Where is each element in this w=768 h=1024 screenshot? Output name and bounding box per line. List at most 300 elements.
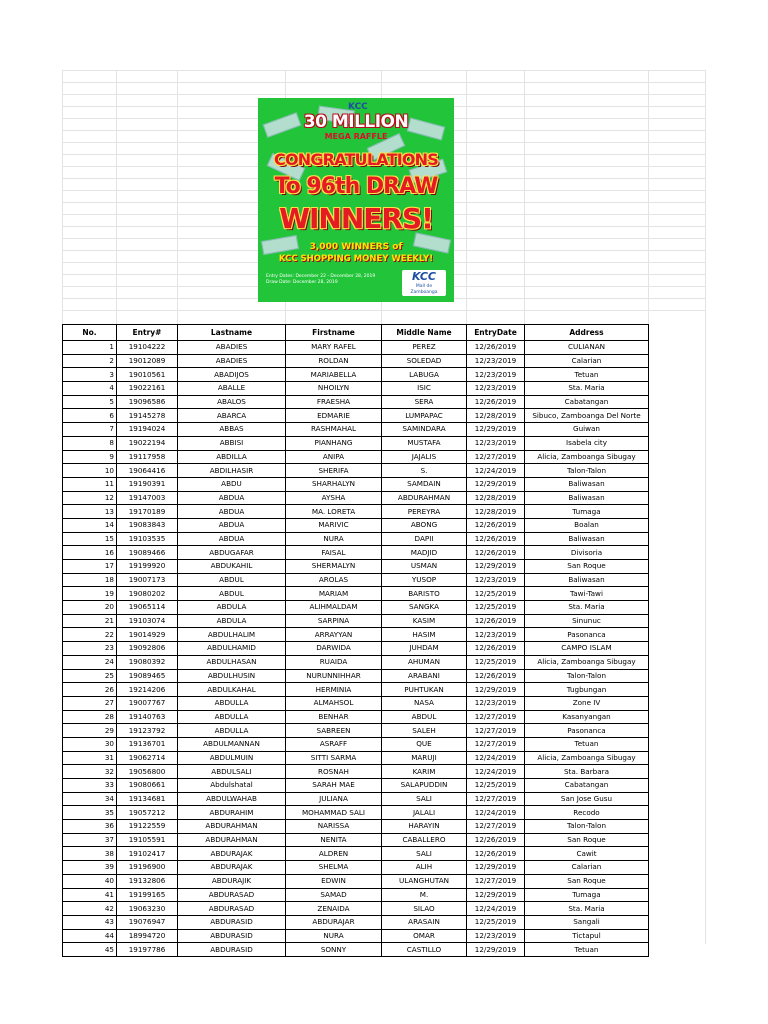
table-row (63, 833, 649, 847)
cell-entrydate: 12/27/2019 (467, 792, 525, 806)
cell-lastname: ABDULHASAN (178, 655, 286, 669)
cell-entrydate: 12/27/2019 (467, 874, 525, 888)
cell-entrydate: 12/26/2019 (467, 669, 525, 683)
cell-entrydate: 12/23/2019 (467, 929, 525, 943)
table-row (63, 751, 649, 765)
cell-firstname: SHELMA (286, 861, 382, 875)
cell-lastname: ABDULHAMID (178, 642, 286, 656)
cell-no: 25 (63, 669, 117, 683)
cell-no: 27 (63, 696, 117, 710)
cell-no: 3 (63, 368, 117, 382)
cell-middlename: MARUJI (382, 751, 467, 765)
table-row (63, 464, 649, 478)
cell-middlename: MUSTAFA (382, 436, 467, 450)
cell-middlename: ABDUL (382, 710, 467, 724)
cell-firstname: MA. LORETA (286, 505, 382, 519)
cell-firstname: SITTI SARMA (286, 751, 382, 765)
cell-middlename: SALI (382, 792, 467, 806)
cell-middlename: OMAR (382, 929, 467, 943)
cell-entry: 19080661 (117, 779, 178, 793)
table-row (63, 436, 649, 450)
cell-middlename: SALI (382, 847, 467, 861)
cell-no: 41 (63, 888, 117, 902)
cell-middlename: PUHTUKAN (382, 683, 467, 697)
cell-no: 7 (63, 423, 117, 437)
cell-middlename: USMAN (382, 560, 467, 574)
cell-entry: 18994720 (117, 929, 178, 943)
cell-firstname: SHERIFA (286, 464, 382, 478)
table-row (63, 573, 649, 587)
cell-entry: 19147003 (117, 491, 178, 505)
cell-address: Talon-Talon (525, 464, 649, 478)
table-body (63, 341, 649, 957)
cell-entry: 19199165 (117, 888, 178, 902)
cell-middlename: KASIM (382, 614, 467, 628)
cell-entrydate: 12/24/2019 (467, 806, 525, 820)
cell-lastname: ABDULHALIM (178, 628, 286, 642)
cell-firstname: EDWIN (286, 874, 382, 888)
cell-entrydate: 12/26/2019 (467, 518, 525, 532)
table-row (63, 806, 649, 820)
cell-address: Pasonanca (525, 724, 649, 738)
cell-middlename: M. (382, 888, 467, 902)
cell-lastname: ABARCA (178, 409, 286, 423)
cell-address: Tawi-Tawi (525, 587, 649, 601)
table-row (63, 696, 649, 710)
cell-middlename: ARABANI (382, 669, 467, 683)
cell-entrydate: 12/29/2019 (467, 423, 525, 437)
cell-entrydate: 12/26/2019 (467, 341, 525, 355)
col-middlename-header: Middle Name (382, 325, 467, 341)
cell-firstname: ZENAIDA (286, 902, 382, 916)
cell-firstname: MARIABELLA (286, 368, 382, 382)
cell-address: Zone IV (525, 696, 649, 710)
cell-entrydate: 12/29/2019 (467, 477, 525, 491)
cell-firstname: AROLAS (286, 573, 382, 587)
cell-no: 21 (63, 614, 117, 628)
cell-middlename: ABONG (382, 518, 467, 532)
cell-entrydate: 12/24/2019 (467, 464, 525, 478)
cell-lastname: ABDULA (178, 601, 286, 615)
cell-entry: 19007767 (117, 696, 178, 710)
cell-entrydate: 12/26/2019 (467, 395, 525, 409)
cell-middlename: CASTILLO (382, 943, 467, 957)
cell-address: Sangali (525, 915, 649, 929)
table-row (63, 532, 649, 546)
cell-lastname: ABDURASID (178, 943, 286, 957)
cell-address: Baliwasan (525, 532, 649, 546)
kcc-mall-name: Mall de Zamboanga (410, 284, 438, 295)
cell-firstname: RASHMAHAL (286, 423, 382, 437)
cell-firstname: NENITA (286, 833, 382, 847)
sheet-grid-right (648, 324, 706, 944)
banner-entry-dates: Entry Dates: December 22 - December 28, 2019 (266, 274, 376, 279)
cell-no: 28 (63, 710, 117, 724)
table-row (63, 491, 649, 505)
cell-address: Guiwan (525, 423, 649, 437)
cell-firstname: SONNY (286, 943, 382, 957)
cell-lastname: ABDULWAHAB (178, 792, 286, 806)
cell-address: Tetuan (525, 943, 649, 957)
cell-address: Calarian (525, 861, 649, 875)
cell-firstname: NURA (286, 929, 382, 943)
cell-middlename: ISIC (382, 382, 467, 396)
cell-entry: 19140763 (117, 710, 178, 724)
cell-entry: 19170189 (117, 505, 178, 519)
cell-entrydate: 12/27/2019 (467, 450, 525, 464)
cell-lastname: Abdulshatal (178, 779, 286, 793)
cell-lastname: ABBAS (178, 423, 286, 437)
cell-address: Divisoria (525, 546, 649, 560)
cell-no: 5 (63, 395, 117, 409)
table-row (63, 518, 649, 532)
table-row (63, 423, 649, 437)
cell-entry: 19199920 (117, 560, 178, 574)
cell-no: 16 (63, 546, 117, 560)
cell-firstname: MARIVIC (286, 518, 382, 532)
table-row (63, 642, 649, 656)
cell-address: Alicia, Zamboanga Sibugay (525, 450, 649, 464)
cell-no: 32 (63, 765, 117, 779)
cell-entrydate: 12/26/2019 (467, 642, 525, 656)
cell-lastname: ABDU (178, 477, 286, 491)
cell-middlename: NASA (382, 696, 467, 710)
cell-no: 29 (63, 724, 117, 738)
cell-firstname: ASRAFF (286, 737, 382, 751)
cell-entrydate: 12/28/2019 (467, 409, 525, 423)
cell-address: Talon-Talon (525, 820, 649, 834)
table-row (63, 655, 649, 669)
table-row (63, 409, 649, 423)
cell-entry: 19022194 (117, 436, 178, 450)
cell-middlename: SOLEDAD (382, 354, 467, 368)
cell-entry: 19214206 (117, 683, 178, 697)
cell-lastname: ABDUA (178, 491, 286, 505)
table-row (63, 354, 649, 368)
cell-no: 18 (63, 573, 117, 587)
cell-lastname: ABADIES (178, 354, 286, 368)
table-row (63, 560, 649, 574)
cell-firstname: JULIANA (286, 792, 382, 806)
table-row (63, 847, 649, 861)
table-row (63, 779, 649, 793)
cell-entry: 19117958 (117, 450, 178, 464)
cell-no: 30 (63, 737, 117, 751)
cell-no: 6 (63, 409, 117, 423)
cell-address: Alicia, Zamboanga Sibugay (525, 655, 649, 669)
cell-address: Tetuan (525, 737, 649, 751)
cell-entrydate: 12/23/2019 (467, 628, 525, 642)
table-row (63, 587, 649, 601)
cell-lastname: ABDUA (178, 518, 286, 532)
cell-lastname: ABDUL (178, 573, 286, 587)
table-row (63, 943, 649, 957)
cell-no: 44 (63, 929, 117, 943)
cell-entry: 19145278 (117, 409, 178, 423)
table-row (63, 505, 649, 519)
cell-entrydate: 12/24/2019 (467, 765, 525, 779)
cell-middlename: LUMPAPAC (382, 409, 467, 423)
cell-firstname: NURUNNIHHAR (286, 669, 382, 683)
cell-middlename: SANGKA (382, 601, 467, 615)
col-lastname-header: Lastname (178, 325, 286, 341)
cell-middlename: MADJID (382, 546, 467, 560)
cell-firstname: ARRAYYAN (286, 628, 382, 642)
cell-address: Baliwasan (525, 477, 649, 491)
cell-no: 12 (63, 491, 117, 505)
cell-middlename: SILAO (382, 902, 467, 916)
cell-middlename: ARASAIN (382, 915, 467, 929)
cell-firstname: MOHAMMAD SALI (286, 806, 382, 820)
cell-no: 34 (63, 792, 117, 806)
cell-entry: 19196900 (117, 861, 178, 875)
cell-entry: 19022161 (117, 382, 178, 396)
col-entry-header: Entry# (117, 325, 178, 341)
banner-dates (266, 274, 386, 286)
cell-entry: 19096586 (117, 395, 178, 409)
cell-entrydate: 12/27/2019 (467, 710, 525, 724)
cell-entry: 19122559 (117, 820, 178, 834)
cell-entry: 19076947 (117, 915, 178, 929)
cell-firstname: SARAH MAE (286, 779, 382, 793)
banner-winners: WINNERS! (279, 202, 433, 235)
cell-address: Sta. Maria (525, 902, 649, 916)
cell-no: 24 (63, 655, 117, 669)
cell-middlename: JALALI (382, 806, 467, 820)
table-row (63, 710, 649, 724)
kcc-small-logo: KCC (348, 102, 368, 112)
cell-entrydate: 12/25/2019 (467, 915, 525, 929)
cell-entry: 19103535 (117, 532, 178, 546)
cell-entry: 19104222 (117, 341, 178, 355)
cell-firstname: RUAIDA (286, 655, 382, 669)
cell-firstname: FRAESHA (286, 395, 382, 409)
cell-entry: 19083843 (117, 518, 178, 532)
banner-mega-raffle: MEGA RAFFLE (324, 132, 388, 141)
cell-firstname: HERMINIA (286, 683, 382, 697)
cell-firstname: ALDREN (286, 847, 382, 861)
cell-middlename: JAJALIS (382, 450, 467, 464)
table-row (63, 368, 649, 382)
cell-firstname: ANIPA (286, 450, 382, 464)
cell-address: Sibuco, Zamboanga Del Norte (525, 409, 649, 423)
cell-no: 19 (63, 587, 117, 601)
cell-no: 38 (63, 847, 117, 861)
cell-no: 22 (63, 628, 117, 642)
cell-entry: 19103074 (117, 614, 178, 628)
cell-firstname: SABREEN (286, 724, 382, 738)
cell-entry: 19014929 (117, 628, 178, 642)
cell-no: 45 (63, 943, 117, 957)
cell-lastname: ABDURASAD (178, 902, 286, 916)
cell-no: 31 (63, 751, 117, 765)
kcc-mall-logo (402, 270, 446, 296)
table-row (63, 669, 649, 683)
cell-no: 37 (63, 833, 117, 847)
cell-lastname: ABALLE (178, 382, 286, 396)
cell-entry: 19132806 (117, 874, 178, 888)
cell-lastname: ABDUL (178, 587, 286, 601)
table-row (63, 902, 649, 916)
cell-firstname: ROLDAN (286, 354, 382, 368)
banner-million: 30 MILLION (303, 112, 409, 132)
cell-entry: 19089466 (117, 546, 178, 560)
cell-no: 1 (63, 341, 117, 355)
table-row (63, 820, 649, 834)
cell-no: 39 (63, 861, 117, 875)
cell-no: 8 (63, 436, 117, 450)
cell-entrydate: 12/24/2019 (467, 902, 525, 916)
cell-entry: 19194024 (117, 423, 178, 437)
cell-no: 35 (63, 806, 117, 820)
table-row (63, 382, 649, 396)
cell-firstname: NURA (286, 532, 382, 546)
table-row (63, 874, 649, 888)
cell-lastname: ABDULKAHAL (178, 683, 286, 697)
col-firstname-header: Firstname (286, 325, 382, 341)
cell-entrydate: 12/25/2019 (467, 601, 525, 615)
cell-middlename: YUSOP (382, 573, 467, 587)
cell-entrydate: 12/29/2019 (467, 888, 525, 902)
cell-firstname: SHERMALYN (286, 560, 382, 574)
cell-address: Boalan (525, 518, 649, 532)
cell-entrydate: 12/27/2019 (467, 820, 525, 834)
cell-lastname: ABALOS (178, 395, 286, 409)
cell-lastname: ABDUKAHIL (178, 560, 286, 574)
cell-no: 15 (63, 532, 117, 546)
cell-middlename: SALAPUDDIN (382, 779, 467, 793)
table-row (63, 861, 649, 875)
cell-middlename: ABDURAHMAN (382, 491, 467, 505)
cell-address: Recodo (525, 806, 649, 820)
table-row (63, 614, 649, 628)
table-row (63, 792, 649, 806)
cell-no: 13 (63, 505, 117, 519)
cell-entrydate: 12/25/2019 (467, 587, 525, 601)
winners-table (62, 324, 649, 957)
cell-address: San Roque (525, 833, 649, 847)
cell-no: 23 (63, 642, 117, 656)
raffle-winners-banner (258, 98, 454, 302)
cell-entry: 19080202 (117, 587, 178, 601)
cell-entry: 19010561 (117, 368, 178, 382)
cell-lastname: ABDUA (178, 532, 286, 546)
cell-lastname: ABDULLA (178, 724, 286, 738)
cell-entrydate: 12/29/2019 (467, 861, 525, 875)
cell-firstname: ALMAHSOL (286, 696, 382, 710)
cell-entrydate: 12/28/2019 (467, 505, 525, 519)
cell-entry: 19012089 (117, 354, 178, 368)
cell-middlename: PEREYRA (382, 505, 467, 519)
cell-address: Kasanyangan (525, 710, 649, 724)
cell-lastname: ABDULA (178, 614, 286, 628)
cell-entrydate: 12/23/2019 (467, 354, 525, 368)
cell-address: Talon-Talon (525, 669, 649, 683)
banner-congratulations: CONGRATULATIONS (274, 150, 438, 169)
table-row (63, 765, 649, 779)
cell-entrydate: 12/23/2019 (467, 573, 525, 587)
cell-no: 11 (63, 477, 117, 491)
table-row (63, 628, 649, 642)
cell-no: 26 (63, 683, 117, 697)
cell-entrydate: 12/23/2019 (467, 696, 525, 710)
cell-address: San Roque (525, 560, 649, 574)
cell-firstname: SARPINA (286, 614, 382, 628)
cell-lastname: ABBISI (178, 436, 286, 450)
cell-entrydate: 12/26/2019 (467, 847, 525, 861)
cell-no: 40 (63, 874, 117, 888)
cell-address: Tictapul (525, 929, 649, 943)
cell-address: CULIANAN (525, 341, 649, 355)
cell-entrydate: 12/24/2019 (467, 751, 525, 765)
cell-address: CAMPO ISLAM (525, 642, 649, 656)
cell-middlename: BARISTO (382, 587, 467, 601)
cell-entrydate: 12/27/2019 (467, 737, 525, 751)
cell-lastname: ABDURAJIK (178, 874, 286, 888)
table-row (63, 915, 649, 929)
cell-firstname: DARWIDA (286, 642, 382, 656)
cell-middlename: DAPII (382, 532, 467, 546)
cell-no: 17 (63, 560, 117, 574)
cell-no: 2 (63, 354, 117, 368)
cell-address: Baliwasan (525, 491, 649, 505)
cell-middlename: HARAYIN (382, 820, 467, 834)
cell-lastname: ABDURAJAK (178, 861, 286, 875)
cell-lastname: ABDULLA (178, 710, 286, 724)
kcc-logo-text: KCC (412, 270, 436, 283)
cell-entry: 19065114 (117, 601, 178, 615)
cell-address: Isabela city (525, 436, 649, 450)
cell-firstname: NHOILYN (286, 382, 382, 396)
cell-address: San Jose Gusu (525, 792, 649, 806)
cell-firstname: ALIHMALDAM (286, 601, 382, 615)
cell-entrydate: 12/26/2019 (467, 532, 525, 546)
cell-entrydate: 12/25/2019 (467, 655, 525, 669)
cell-entrydate: 12/23/2019 (467, 368, 525, 382)
cell-lastname: ABADIES (178, 341, 286, 355)
cell-middlename: ULANGHUTAN (382, 874, 467, 888)
cell-address: Tugbungan (525, 683, 649, 697)
cell-address: Sta. Barbara (525, 765, 649, 779)
cell-no: 43 (63, 915, 117, 929)
table-row (63, 450, 649, 464)
cell-middlename: JUHDAM (382, 642, 467, 656)
cell-address: Alicia, Zamboanga Sibugay (525, 751, 649, 765)
table-row (63, 395, 649, 409)
cell-entry: 19134681 (117, 792, 178, 806)
cell-middlename: SAMINDARA (382, 423, 467, 437)
cell-entry: 19080392 (117, 655, 178, 669)
cell-entrydate: 12/26/2019 (467, 546, 525, 560)
cell-no: 42 (63, 902, 117, 916)
cell-no: 9 (63, 450, 117, 464)
table-row (63, 888, 649, 902)
cell-address: Calarian (525, 354, 649, 368)
table-row (63, 477, 649, 491)
table-row (63, 601, 649, 615)
cell-entry: 19063230 (117, 902, 178, 916)
cell-lastname: ABDULHUSIN (178, 669, 286, 683)
cell-lastname: ABDURAHMAN (178, 820, 286, 834)
cell-middlename: SAMDAIN (382, 477, 467, 491)
cell-entrydate: 12/23/2019 (467, 382, 525, 396)
table-row (63, 724, 649, 738)
cell-entrydate: 12/23/2019 (467, 436, 525, 450)
cell-address: San Roque (525, 874, 649, 888)
cell-lastname: ABDUGAFAR (178, 546, 286, 560)
table-row (63, 737, 649, 751)
cell-entry: 19062714 (117, 751, 178, 765)
